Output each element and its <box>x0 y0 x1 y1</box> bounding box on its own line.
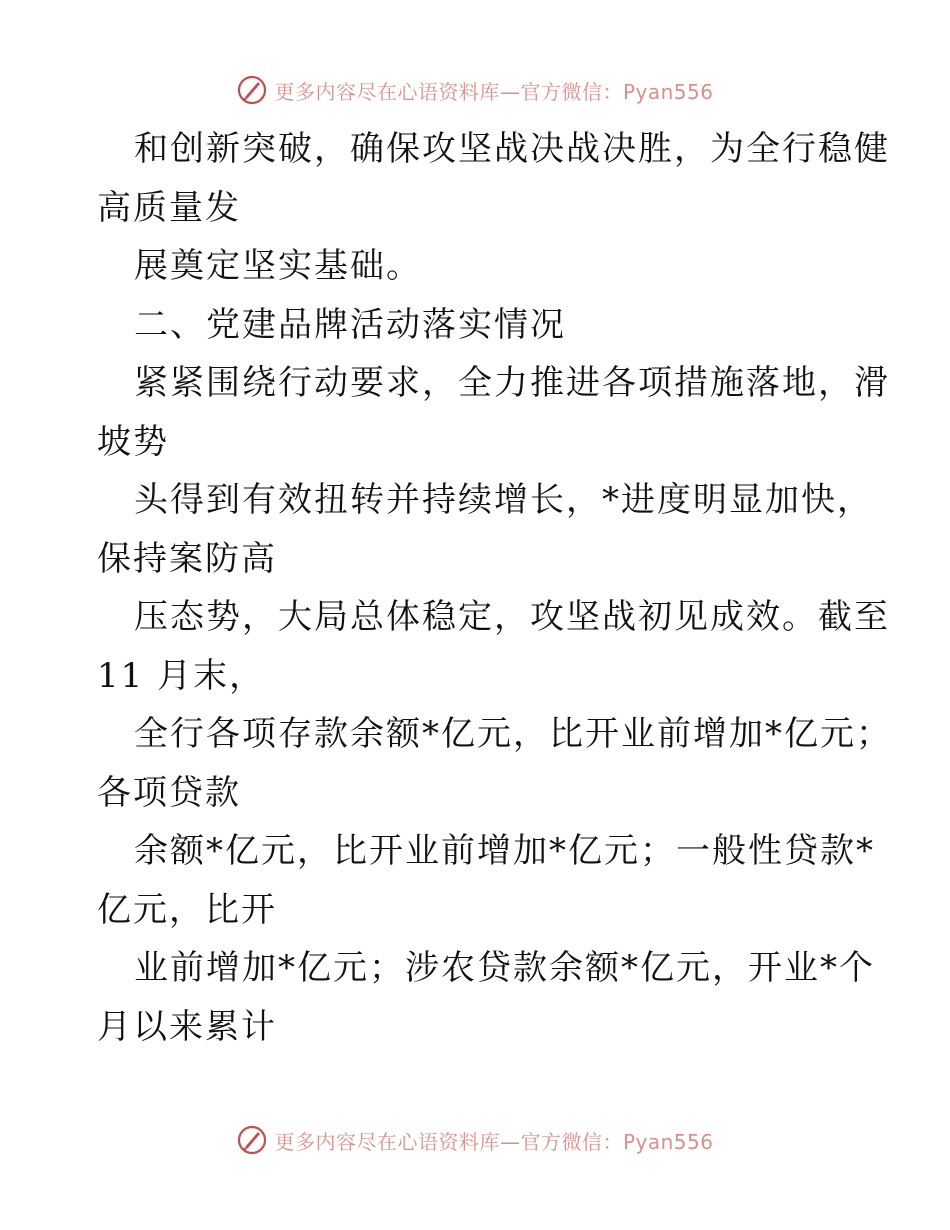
quill-logo-icon <box>236 74 268 106</box>
text-line: 坡势 <box>97 421 169 462</box>
text-line: 余额*亿元，比开业前增加*亿元；一般性贷款* <box>134 831 875 871</box>
text-line: 高质量发 <box>97 187 241 228</box>
text-line: 和创新突破，确保攻坚战决战决胜，为全行稳健 <box>134 129 890 169</box>
quill-logo-icon <box>236 1124 268 1156</box>
watermark-footer <box>0 1120 950 1160</box>
text-line: 亿元，比开 <box>97 889 277 930</box>
text-line: 紧紧围绕行动要求，全力推进各项措施落地，滑 <box>134 363 890 403</box>
text-line: 压态势，大局总体稳定，攻坚战初见成效。截至 <box>134 597 890 637</box>
text-line: 全行各项存款余额*亿元，比开业前增加*亿元； <box>134 714 892 754</box>
watermark-header <box>0 70 950 110</box>
text-line: 头得到有效扭转并持续增长，*进度明显加快， <box>134 480 873 520</box>
watermark-text: 更多内容尽在心语资料库—官方微信：Pyan556 <box>274 1129 714 1154</box>
document-body <box>97 120 892 1056</box>
text-line: 11 月末， <box>97 655 266 696</box>
text-line: 月以来累计 <box>97 1006 277 1047</box>
watermark-text: 更多内容尽在心语资料库—官方微信：Pyan556 <box>274 79 714 104</box>
text-line: 业前增加*亿元；涉农贷款余额*亿元，开业*个 <box>134 948 875 988</box>
section-heading: 二、党建品牌活动落实情况 <box>134 304 566 345</box>
text-line: 各项贷款 <box>97 772 241 813</box>
text-line: 保持案防高 <box>97 538 277 579</box>
text-line: 展奠定坚实基础。 <box>134 246 422 286</box>
